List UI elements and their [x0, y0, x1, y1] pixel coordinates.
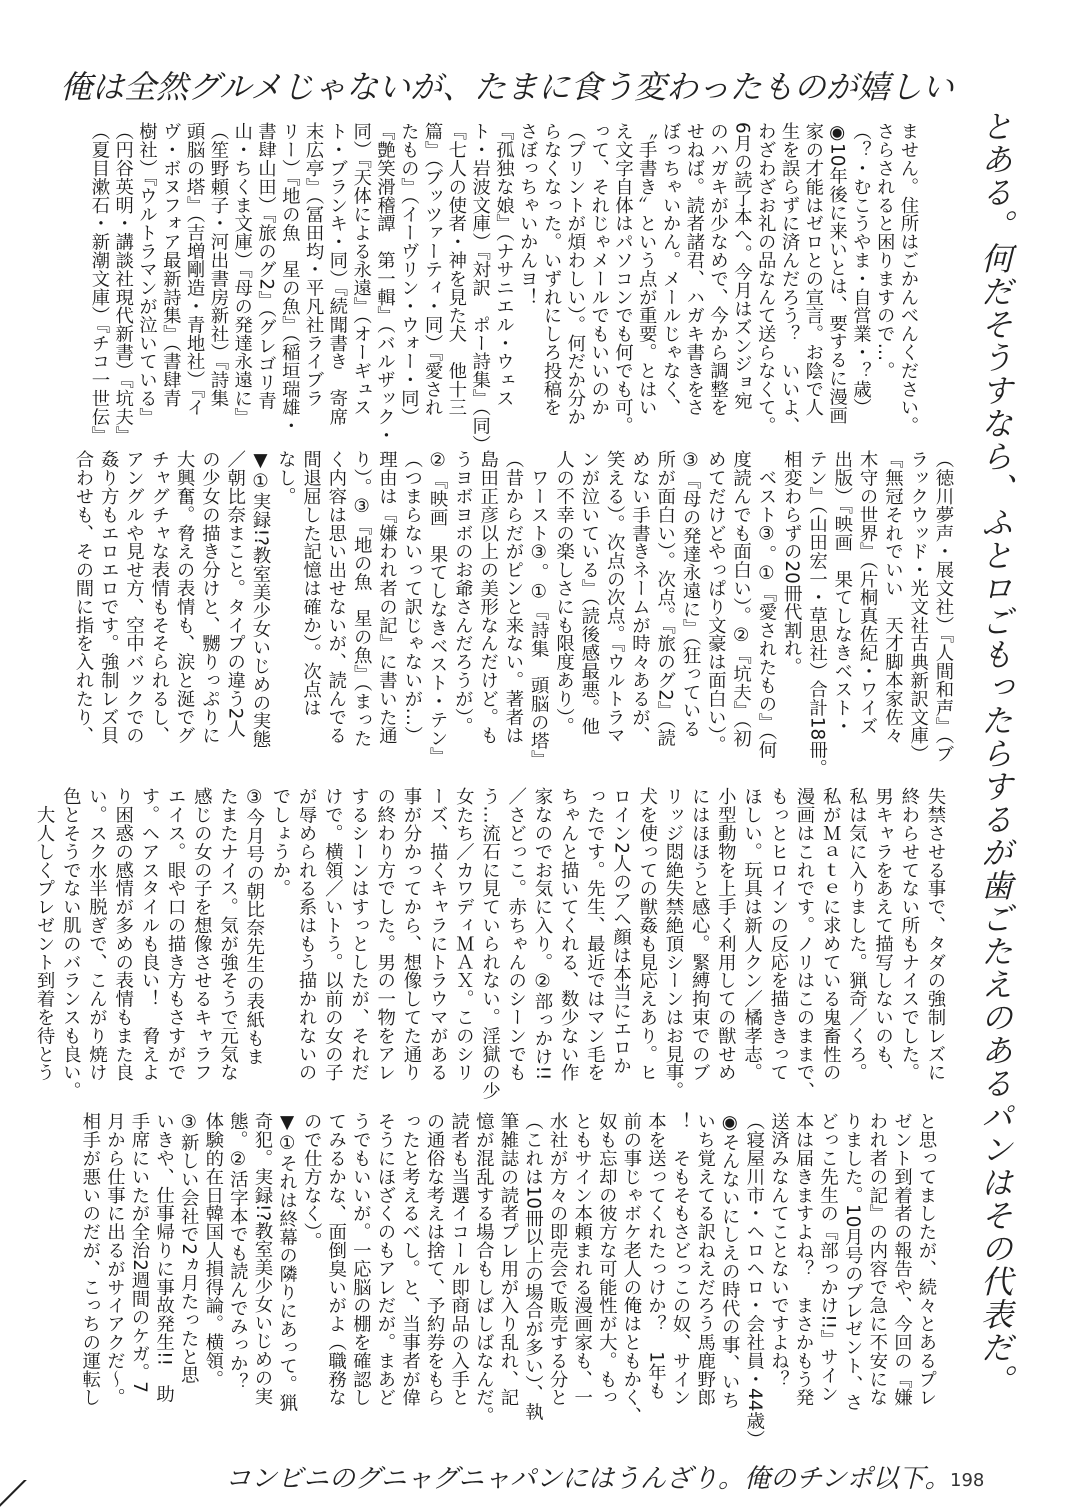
text-column: が辱められる系はもう描かれないの [296, 787, 318, 1082]
text-column: 私は気に入りました。猟奇／くろ。 [846, 787, 868, 1082]
text-column: 奴も忘却の彼方な可能性が大。もっ [596, 1112, 618, 1407]
text-column: （徳川夢声・展文社）『人間和声』（ブ [933, 450, 954, 763]
page-corner-mark [0, 1480, 30, 1509]
text-column: 間退屈した記憶は確か）。次点は [300, 450, 322, 717]
text-column: ／朝比奈まこと。タイプの違う2人 [224, 450, 246, 738]
text-column: どっこ先生の『部っかけ!!』サイン [817, 1112, 839, 1403]
text-column: 家なのでお気に入り。②部っかけ!! [531, 787, 553, 1081]
text-column: （寝屋川市・ヘロヘロ・会社員・44歳） [743, 1112, 765, 1449]
text-column: ーズ、描くキャラにトラウマがある [427, 787, 449, 1082]
text-column: そうにほざくのもアレだが。まあど [374, 1112, 396, 1407]
text-column: 本を送ってくれたっけか？ 1年も [645, 1112, 667, 1400]
text-column: 合わせも、その間に指を入れたり、 [72, 450, 94, 745]
text-column: 体験的在日韓国人損得論。横領。 [202, 1112, 224, 1388]
text-column: リッジ悶絶失禁絶頂シーンはお見事。 [662, 787, 684, 1100]
text-column: 相変わらずの20冊代割れ。 [781, 450, 803, 676]
text-column: たまたナイス。気が強そうで元気な [217, 787, 239, 1082]
text-column: ▼①実録!?教室美少女いじめの実態 [249, 450, 271, 749]
handwritten-footer-note: コンビニのグニャグニャパンにはうんざり。俺のチンポ以下。 [225, 1464, 951, 1494]
text-column: 終わらせてない所もナイスでした。 [898, 787, 920, 1082]
text-tier-1 [87, 122, 920, 454]
text-column: ▼①それは終幕の隣りにあって。猟 [276, 1112, 298, 1412]
text-column: 『孤独な娘』（ナサニエル・ウェス [493, 122, 515, 408]
text-column: ③『母の発達永遠に』（狂っている [680, 450, 702, 738]
text-column: ③新しい会社で2ヵ月たったと思 [178, 1112, 200, 1384]
text-column: エイス。眼や口の描き方もさすがで [165, 787, 187, 1082]
text-column: てみるかな、面倒臭いがよ（職務な [325, 1112, 347, 1407]
text-column: 男キャラをあえて描写しないのも、 [872, 787, 894, 1082]
text-column: ③今月号の朝比奈先生の表紙もま [243, 787, 265, 1066]
text-column: ラックウッド・光文社古典新訳文庫） [907, 450, 929, 763]
text-column: ／さどっこ。赤ちゃんのシーンでも [505, 787, 527, 1082]
text-column: （プリントが煩わしい）。何だか分か [564, 122, 586, 426]
text-column: （つまらないって訳じゃないが…） [401, 450, 423, 745]
text-column: さぼっちゃいかんヨ！ [517, 122, 539, 306]
text-column: われ者の記』の内容で急に不安にな [866, 1112, 888, 1407]
text-column: 度読んでも面白い）。②『坑夫』（初 [730, 450, 752, 747]
text-column: ト・岩波文庫）『対訳 ポー詩集』（同） [469, 122, 491, 454]
text-column: うでもいいが。一応脳の棚を確認し [350, 1112, 372, 1407]
page-number: 198 [950, 1470, 985, 1491]
text-column: （？・むこうやま・自営業・？歳） [850, 122, 872, 417]
text-column: ほしい。玩具は新人クン／橘孝志。 [741, 787, 763, 1082]
text-column: 手席にいたが全治2週間のケガ。7 [129, 1112, 150, 1394]
text-column: 島田正彦以上の美形なんだけど。も [477, 450, 499, 745]
text-column: 出版）『映画 果てしなきベスト・ [831, 450, 853, 736]
text-column: 姦り方もエロエロです。強制レズ貝 [98, 450, 120, 745]
text-column: ったと考えるべし。と、当事者が偉 [399, 1112, 421, 1407]
text-column: （夏目漱石・新潮文庫）『チコ一世伝』 [88, 122, 110, 444]
text-column: 人の不幸の楽しさにも限度あり）。 [553, 450, 575, 736]
text-column: ベスト③。①『愛されたもの』（何 [755, 450, 777, 759]
text-column: ったです。先生、最近ではマン毛を [584, 787, 606, 1082]
text-column: ト・ブランキ・同）『続聞書き 寄席 [326, 122, 348, 426]
text-column: 前の事じゃボケ老人の俺はともかく、 [620, 1112, 642, 1425]
text-column: ◉10年後に来いとは、要するに漫画 [826, 122, 848, 425]
text-column: 笑える）。次点の次点。『ウルトラマ [604, 450, 626, 745]
text-column: え文字自体はパソコンでも何でも可。 [612, 122, 634, 435]
text-column: わざわざお礼の品なんて送らなくて。 [755, 122, 777, 435]
text-column: めない手書きネームが時々あるが、 [629, 450, 651, 745]
text-column: にはほほうと感心。緊縛拘束でのブ [689, 787, 711, 1082]
text-column: けで。横領／いトう。以前の女の子 [322, 787, 344, 1082]
text-column: の通俗な考えは捨て、予約券をもら [424, 1112, 446, 1407]
text-column: 女たち／カワディＭＡＸ。このシリ [453, 787, 475, 1082]
text-column: ゼント到着者の報告や、今回の『嫌 [891, 1112, 913, 1407]
text-column: 所が面白い）。次点。『旅のグ2』（読 [654, 450, 676, 747]
text-column: 篇』（ブッツァーティ・同）『愛され [422, 122, 444, 417]
text-column: なし。 [275, 450, 297, 506]
text-column: 失禁させる事で、タダの強制レズに [925, 787, 946, 1082]
text-column: ぼっちゃいかん。メールじゃなく、 [660, 122, 682, 417]
text-column: 漫画はこれです。ノリはこのままで、 [793, 787, 815, 1100]
text-column: 樹社）『ウルトラマンが泣いている』 [136, 122, 158, 426]
text-column: 色とそうでない肌のバランスも良い。 [60, 787, 82, 1100]
text-column: リー）『地の魚 星の魚』（稲垣瑞雄・ [279, 122, 301, 435]
text-column: い。スク水半脱ぎで、こんがり焼け [86, 787, 108, 1082]
text-column: ともサイン本頼まれる漫画家も、一 [571, 1112, 593, 1407]
text-column: りました。10月号のプレゼント、さ [842, 1112, 864, 1412]
text-column: さらされると困りますので…。 [874, 122, 896, 380]
text-column: り）。③『地の魚 星の魚』（まった [351, 450, 373, 747]
text-column: 読者も当選イコール即商品の入手と [448, 1112, 470, 1407]
text-column: （これは10冊以上の場合が多い）、執 [522, 1112, 544, 1421]
text-column: ！ そもそもさどっこの奴、サイン [670, 1112, 692, 1407]
text-column: の少女の描き分けと、嬲りっぷりに [199, 450, 221, 745]
text-column: ②『映画 果てしなきベスト・テン』 [427, 450, 449, 766]
text-column: アングルや見せ方、空中バックでの [123, 450, 145, 745]
text-tier-3 [31, 787, 948, 1107]
text-column: たもの』（イーヴリン・ウォー・同） [398, 122, 420, 426]
handwritten-side-note: とある。何だそうすなら、ふとロごもったらするが歯ごたえのあるパンはその代表だ。 [976, 110, 1014, 1397]
text-column: （円谷英明・講談社現代新書）『坑夫』 [112, 122, 134, 444]
text-column: ◉そんないにしえの時代の事、いち [719, 1112, 741, 1409]
text-column: 本は届きますよね？ まさかもう発 [793, 1112, 815, 1407]
text-column: （昔からだがピンと来ない。著者は [502, 450, 524, 745]
text-column: のハガキが少なめで、今から調整を [707, 122, 729, 417]
text-column: 大人しくプレゼント到着を待とう [34, 787, 56, 1082]
text-column: 家の才能はゼロとの宣言。お陰で人 [802, 122, 824, 417]
text-column: 〝手書き〟という点が重要。とはい [636, 122, 658, 417]
text-column: でしょうか。 [269, 787, 291, 898]
text-column: 『無冠それでいい 天才脚本家佐々 [882, 450, 904, 745]
text-column: 憶が混乱する場合もしばしばなんだ。 [473, 1112, 495, 1425]
text-column: （笙野頼子・河出書房新社）『詩集 [207, 122, 229, 408]
text-column: 大興奮。脅えの表情も、涙と涎でグ [174, 450, 196, 745]
text-column: テン』（山田宏一・草思社）合計18冊。 [806, 450, 828, 778]
text-column: ので仕方なく）。 [301, 1112, 323, 1250]
text-column: って、それじゃメールでもいいのか [588, 122, 610, 417]
text-column: 筆雑誌の読者プレ用が入り乱れ、記 [497, 1112, 519, 1407]
text-column: 犬を使っての獣姦も見応えあり。ヒ [636, 787, 658, 1082]
text-column: と思ってましたが、続々とあるプレ [916, 1112, 937, 1407]
text-column: 小型動物を上手く利用しての獣せめ [715, 787, 737, 1082]
text-column: ンが泣いている』（読後感最悪。他 [578, 450, 600, 736]
text-column: 書肆山田）『旅のグ2』（グレゴリ青 [255, 122, 277, 410]
text-column: 相手が悪いのだが、こっちの運転し [79, 1112, 101, 1407]
text-column: 同）『天体による永遠』（オーギュス [350, 122, 372, 417]
text-tier-4 [77, 1112, 938, 1449]
text-column: せねば。読者諸君、ハガキ書きをさ [683, 122, 705, 417]
text-column: らなくなった。いずれにしろ投稿を [541, 122, 563, 417]
text-column: の終わり方でした。男の一物をアレ [374, 787, 396, 1082]
text-column: めてだけどやっぱり文豪は面白い）。 [705, 450, 727, 754]
text-column: ロイン2人のアヘ顔は本当にエロか [610, 787, 632, 1075]
text-column: 末広亭』（冨田均・平凡社ライブラ [303, 122, 325, 408]
text-column: ちゃんと描いてくれる、数少ない作 [558, 787, 580, 1082]
text-column: 奇犯。実録!?教室美少女いじめの実 [251, 1112, 273, 1406]
text-column: 感じの女の子を想像させるキャラフ [191, 787, 213, 1082]
text-column: 『艶笑滑稽譚 第一輯』（バルザック・ [374, 122, 396, 444]
text-column: 水社が方々の即売会で販売する分と [547, 1112, 569, 1407]
text-column: 私がＭａｔｅに求めている鬼畜性の [820, 787, 842, 1082]
text-column: く内容は思い出せないが、読んでる [325, 450, 347, 745]
text-column: 6月の読了本へ。今月はズンジョ宛 [731, 122, 753, 410]
text-column: 月から仕事に出るがサイアクだ～。 [104, 1112, 126, 1407]
text-column: 山・ちくま文庫）『母の発達永遠に』 [231, 122, 253, 426]
text-column: す。ヘアスタイルも良い！ 脅えよ [138, 787, 160, 1082]
text-column: 理由は『嫌われ者の記』に書いた通 [376, 450, 398, 745]
text-column: 態。②活字本でも読んでみっか？ [227, 1112, 249, 1391]
text-column: 木守の世界』（片桐真佐紀・ワイズ [857, 450, 879, 736]
text-column: ません。住所はごかんべんください。 [898, 122, 919, 435]
text-column: ヴ・ボヌフォア最新詩集』（書肆青 [160, 122, 182, 408]
text-column: ワースト③。①『詩集 頭脳の塔』 [528, 450, 550, 768]
text-column: うヨボヨボのお爺さんだろうが）。 [452, 450, 474, 736]
text-column: 送済みなんてことないですよね？ [768, 1112, 790, 1388]
text-tier-2 [71, 450, 956, 778]
text-column: もっとヒロインの反応を描ききって [767, 787, 789, 1082]
text-column: 事が分かってから、想像してた通り [400, 787, 422, 1082]
text-column: り困惑の感情が多めの表情もまた良 [112, 787, 134, 1082]
text-column: 『七人の使者・神を見た犬 他十三 [445, 122, 467, 417]
handwritten-header-note: 俺は全然グルメじゃないが、たまに食う変わったものが嬉しい [60, 68, 954, 106]
text-column: チャグチャな表情もそそられるし、 [148, 450, 170, 745]
text-column: するシーンはすっとしたが、それだ [348, 787, 370, 1082]
text-column: う…流石に見ていられない。淫獄の少 [479, 787, 501, 1100]
text-column: 生を誤らずに済んだろう？ いいよ、 [779, 122, 801, 435]
text-column: いきや、仕事帰りに事故発生!! 助 [153, 1112, 175, 1403]
text-column: 頭脳の塔』（吉増剛造・青地社）『イ [184, 122, 206, 417]
text-column: いち覚えてる訳ねえだろう馬鹿野郎 [694, 1112, 716, 1407]
